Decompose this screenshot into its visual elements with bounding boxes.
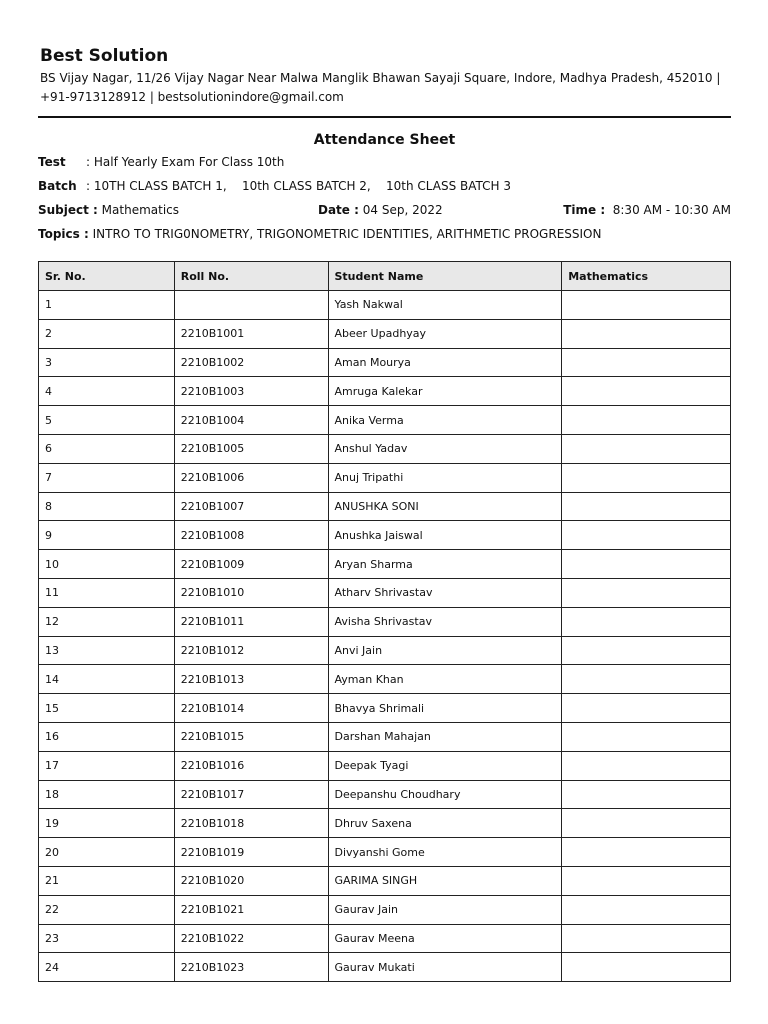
table-row <box>39 348 731 377</box>
roll-no-cell: 2210B1014 <box>174 694 328 723</box>
student-name-cell: Atharv Shrivastav <box>328 578 562 607</box>
sr-no-cell: 5 <box>39 406 175 435</box>
table-row <box>39 751 731 780</box>
date-block <box>318 198 443 222</box>
sr-no-cell: 14 <box>39 665 175 694</box>
student-name-cell: Gaurav Mukati <box>328 953 562 982</box>
sr-no-cell: 9 <box>39 521 175 550</box>
address-line-1: BS Vijay Nagar, 11/26 Vijay Nagar Near Malwa Manglik Bhawan Sayaji Square, Indore, Madhya Pradesh, 452010 | <box>40 71 721 85</box>
test-row <box>38 150 731 174</box>
exam-details <box>38 150 731 246</box>
org-address <box>40 69 731 107</box>
student-name-cell: Deepanshu Choudhary <box>328 780 562 809</box>
mathematics-cell <box>562 492 731 521</box>
sr-no-cell: 19 <box>39 809 175 838</box>
table-row <box>39 694 731 723</box>
table-row <box>39 607 731 636</box>
table-row <box>39 838 731 867</box>
student-name-cell: Aman Mourya <box>328 348 562 377</box>
student-name-cell: Aryan Sharma <box>328 550 562 579</box>
student-name-cell: Avisha Shrivastav <box>328 607 562 636</box>
mathematics-cell <box>562 953 731 982</box>
roll-no-cell: 2210B1010 <box>174 578 328 607</box>
student-name-cell: GARIMA SINGH <box>328 866 562 895</box>
sr-no-cell: 4 <box>39 377 175 406</box>
student-name-cell: Dhruv Saxena <box>328 809 562 838</box>
mathematics-cell <box>562 377 731 406</box>
org-name: Best Solution <box>40 46 169 66</box>
batch-label: Batch <box>38 179 77 193</box>
roll-no-cell: 2210B1011 <box>174 607 328 636</box>
batch-row <box>38 174 731 198</box>
mathematics-cell <box>562 780 731 809</box>
sr-no-cell: 16 <box>39 722 175 751</box>
mathematics-cell <box>562 463 731 492</box>
roll-no-cell: 2210B1022 <box>174 924 328 953</box>
table-row <box>39 521 731 550</box>
student-name-cell: Anshul Yadav <box>328 434 562 463</box>
table-row <box>39 636 731 665</box>
roll-no-cell: 2210B1016 <box>174 751 328 780</box>
header-mathematics: Mathematics <box>562 262 731 291</box>
mathematics-cell <box>562 751 731 780</box>
student-name-cell: Yash Nakwal <box>328 291 562 320</box>
sr-no-cell: 21 <box>39 866 175 895</box>
table-row <box>39 578 731 607</box>
sr-no-cell: 8 <box>39 492 175 521</box>
table-row <box>39 319 731 348</box>
sr-no-cell: 17 <box>39 751 175 780</box>
mathematics-cell <box>562 636 731 665</box>
sr-no-cell: 3 <box>39 348 175 377</box>
table-row <box>39 550 731 579</box>
mathematics-cell <box>562 809 731 838</box>
student-name-cell: ANUSHKA SONI <box>328 492 562 521</box>
subject-value: Mathematics <box>97 203 180 217</box>
roll-no-cell: 2210B1017 <box>174 780 328 809</box>
time-label: Time : <box>563 203 606 217</box>
roll-no-cell: 2210B1015 <box>174 722 328 751</box>
mathematics-cell <box>562 578 731 607</box>
header-roll-no: Roll No. <box>174 262 328 291</box>
sr-no-cell: 23 <box>39 924 175 953</box>
table-row <box>39 406 731 435</box>
table-row <box>39 924 731 953</box>
student-name-cell: Divyanshi Gome <box>328 838 562 867</box>
table-row <box>39 866 731 895</box>
roll-no-cell: 2210B1019 <box>174 838 328 867</box>
student-name-cell: Ayman Khan <box>328 665 562 694</box>
student-name-cell: Gaurav Jain <box>328 895 562 924</box>
sr-no-cell: 18 <box>39 780 175 809</box>
student-name-cell: Anvi Jain <box>328 636 562 665</box>
sr-no-cell: 22 <box>39 895 175 924</box>
table-row <box>39 953 731 982</box>
student-name-cell: Anuj Tripathi <box>328 463 562 492</box>
roll-no-cell: 2210B1021 <box>174 895 328 924</box>
subject-date-time-row <box>38 198 731 222</box>
subject-label: Subject : <box>38 203 98 217</box>
mathematics-cell <box>562 521 731 550</box>
mathematics-cell <box>562 607 731 636</box>
roll-no-cell: 2210B1002 <box>174 348 328 377</box>
test-label: Test <box>38 155 66 169</box>
sr-no-cell: 7 <box>39 463 175 492</box>
roll-no-cell: 2210B1003 <box>174 377 328 406</box>
table-row <box>39 780 731 809</box>
attendance-rows <box>39 291 731 982</box>
date-value: 04 Sep, 2022 <box>358 203 443 217</box>
roll-no-cell <box>174 291 328 320</box>
header-divider <box>38 116 731 118</box>
table-row <box>39 291 731 320</box>
roll-no-cell: 2210B1001 <box>174 319 328 348</box>
subject-block <box>38 203 179 217</box>
header-sr-no: Sr. No. <box>39 262 175 291</box>
roll-no-cell: 2210B1012 <box>174 636 328 665</box>
table-row <box>39 665 731 694</box>
student-name-cell: Abeer Upadhyay <box>328 319 562 348</box>
roll-no-cell: 2210B1018 <box>174 809 328 838</box>
mathematics-cell <box>562 895 731 924</box>
student-name-cell: Anushka Jaiswal <box>328 521 562 550</box>
mathematics-cell <box>562 550 731 579</box>
table-row <box>39 463 731 492</box>
student-name-cell: Deepak Tyagi <box>328 751 562 780</box>
table-row <box>39 722 731 751</box>
mathematics-cell <box>562 924 731 953</box>
table-header-row <box>39 262 731 291</box>
sr-no-cell: 6 <box>39 434 175 463</box>
roll-no-cell: 2210B1007 <box>174 492 328 521</box>
table-row <box>39 492 731 521</box>
mathematics-cell <box>562 694 731 723</box>
roll-no-cell: 2210B1013 <box>174 665 328 694</box>
mathematics-cell <box>562 866 731 895</box>
address-line-2: +91-9713128912 | bestsolutionindore@gmail.com <box>40 90 344 104</box>
roll-no-cell: 2210B1023 <box>174 953 328 982</box>
topics-value: INTRO TO TRIG0NOMETRY, TRIGONOMETRIC IDENTITIES, ARITHMETIC PROGRESSION <box>88 227 602 241</box>
roll-no-cell: 2210B1005 <box>174 434 328 463</box>
sr-no-cell: 10 <box>39 550 175 579</box>
mathematics-cell <box>562 838 731 867</box>
header-student-name: Student Name <box>328 262 562 291</box>
test-value: : Half Yearly Exam For Class 10th <box>86 155 285 169</box>
table-row <box>39 377 731 406</box>
table-row <box>39 434 731 463</box>
student-name-cell: Bhavya Shrimali <box>328 694 562 723</box>
sr-no-cell: 1 <box>39 291 175 320</box>
attendance-table <box>38 261 731 982</box>
date-label: Date : <box>318 203 359 217</box>
mathematics-cell <box>562 665 731 694</box>
sr-no-cell: 13 <box>39 636 175 665</box>
sr-no-cell: 12 <box>39 607 175 636</box>
mathematics-cell <box>562 291 731 320</box>
table-row <box>39 809 731 838</box>
roll-no-cell: 2210B1008 <box>174 521 328 550</box>
roll-no-cell: 2210B1009 <box>174 550 328 579</box>
time-block <box>563 198 731 222</box>
batch-value: : 10TH CLASS BATCH 1, 10th CLASS BATCH 2, 10th CLASS BATCH 3 <box>86 179 511 193</box>
student-name-cell: Amruga Kalekar <box>328 377 562 406</box>
student-name-cell: Gaurav Meena <box>328 924 562 953</box>
mathematics-cell <box>562 434 731 463</box>
document-page <box>38 44 731 982</box>
roll-no-cell: 2210B1006 <box>174 463 328 492</box>
roll-no-cell: 2210B1020 <box>174 866 328 895</box>
topics-row <box>38 222 731 246</box>
table-row <box>39 895 731 924</box>
mathematics-cell <box>562 722 731 751</box>
mathematics-cell <box>562 348 731 377</box>
mathematics-cell <box>562 319 731 348</box>
time-value: 8:30 AM - 10:30 AM <box>605 203 731 217</box>
sr-no-cell: 2 <box>39 319 175 348</box>
mathematics-cell <box>562 406 731 435</box>
sr-no-cell: 11 <box>39 578 175 607</box>
topics-label: Topics : <box>38 227 89 241</box>
sr-no-cell: 24 <box>39 953 175 982</box>
roll-no-cell: 2210B1004 <box>174 406 328 435</box>
sheet-title: Attendance Sheet <box>313 132 456 148</box>
student-name-cell: Anika Verma <box>328 406 562 435</box>
sr-no-cell: 20 <box>39 838 175 867</box>
sr-no-cell: 15 <box>39 694 175 723</box>
student-name-cell: Darshan Mahajan <box>328 722 562 751</box>
